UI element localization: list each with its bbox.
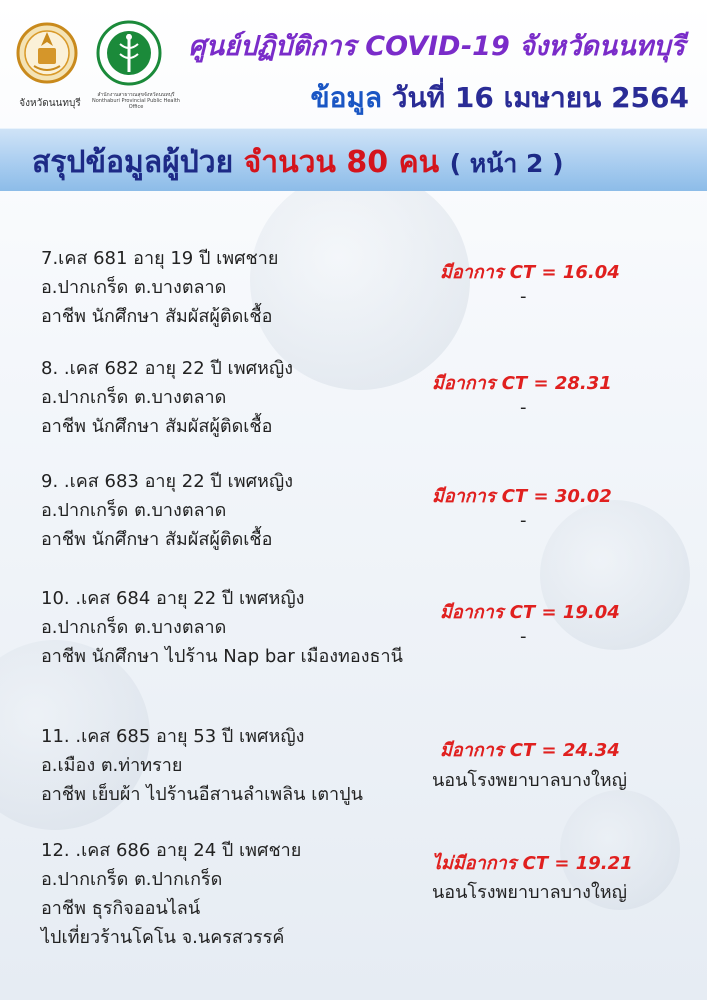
summary-banner [0,128,707,191]
page-title: ศูนย์ปฏิบัติการ COVID-19 จังหวัดนนทบุรี [188,31,685,62]
case-location: อ.ปากเกร็ด ต.บางตลาด [41,500,227,521]
case-header: 8. .เคส 682 อายุ 22 ปี เพศหญิง [41,358,293,379]
province-seal-logo [16,22,78,84]
ministry-of-public-health-logo [96,20,162,86]
case-status: มีอาการ CT = 24.34 [440,740,620,761]
ministry-caption: สำนักงานสาธารณสุขจังหวัดนนทบุรี Nonthaburi Provincial Public Health Office [92,92,180,110]
case-note: นอนโรงพยาบาลบางใหญ่ [432,882,627,903]
case-entry [41,244,481,331]
case-header: 11. .เคส 685 อายุ 53 ปี เพศหญิง [41,726,305,747]
case-entry [41,467,481,554]
case-entry [41,722,481,809]
case-location: อ.ปากเกร็ด ต.บางตลาด [41,617,227,638]
case-location: อ.ปากเกร็ด ต.ปากเกร็ด [41,869,223,890]
case-occupation: อาชีพ ธุรกิจออนไลน์ [41,898,201,919]
date-value: วันที่ 16 เมษายน 2564 [391,81,689,114]
province-caption: จังหวัดนนทบุรี [19,98,81,109]
case-occupation: อาชีพ นักศึกษา สัมผัสผู้ติดเชื้อ [41,529,273,550]
background-virus-graphic [540,500,690,650]
case-entry [41,354,481,441]
case-header: 7.เคส 681 อายุ 19 ปี เพศชาย [41,248,279,269]
case-occupation: อาชีพ นักศึกษา สัมผัสผู้ติดเชื้อ [41,306,273,327]
case-entry [41,836,481,952]
case-header: 9. .เคส 683 อายุ 22 ปี เพศหญิง [41,471,293,492]
case-travel: ไปเที่ยวร้านโคโน จ.นครสวรรค์ [41,927,285,948]
case-status: มีอาการ CT = 16.04 [440,262,620,283]
patient-count: จำนวน 80 คน [243,145,440,180]
case-occupation: อาชีพ นักศึกษา ไปร้าน Nap bar เมืองทองธานี [41,646,403,667]
case-status: มีอาการ CT = 28.31 [432,373,612,394]
case-status: มีอาการ CT = 19.04 [440,602,620,623]
banner-title: สรุปข้อมูลผู้ป่วย [32,145,234,180]
case-occupation: อาชีพ เย็บผ้า ไปร้านอีสานลำเพลิน เตาปูน [41,784,363,805]
case-entry [41,584,481,671]
case-note: - [520,397,527,418]
case-note: - [520,510,527,531]
case-header: 10. .เคส 684 อายุ 22 ปี เพศหญิง [41,588,305,609]
case-note: นอนโรงพยาบาลบางใหญ่ [432,770,627,791]
case-note: - [520,286,527,307]
case-status: ไม่มีอาการ CT = 19.21 [432,853,633,874]
page-indicator: ( หน้า 2 ) [449,149,564,178]
case-occupation: อาชีพ นักศึกษา สัมผัสผู้ติดเชื้อ [41,416,273,437]
header [0,0,707,125]
banner-text [32,139,564,186]
case-note: - [520,626,527,647]
case-location: อ.ปากเกร็ด ต.บางตลาด [41,387,227,408]
case-location: อ.เมือง ต.ท่าทราย [41,755,183,776]
case-header: 12. .เคส 686 อายุ 24 ปี เพศชาย [41,840,302,861]
case-location: อ.ปากเกร็ด ต.บางตลาด [41,277,227,298]
report-date [310,76,689,120]
date-label: ข้อมูล [310,81,383,114]
case-status: มีอาการ CT = 30.02 [432,486,612,507]
